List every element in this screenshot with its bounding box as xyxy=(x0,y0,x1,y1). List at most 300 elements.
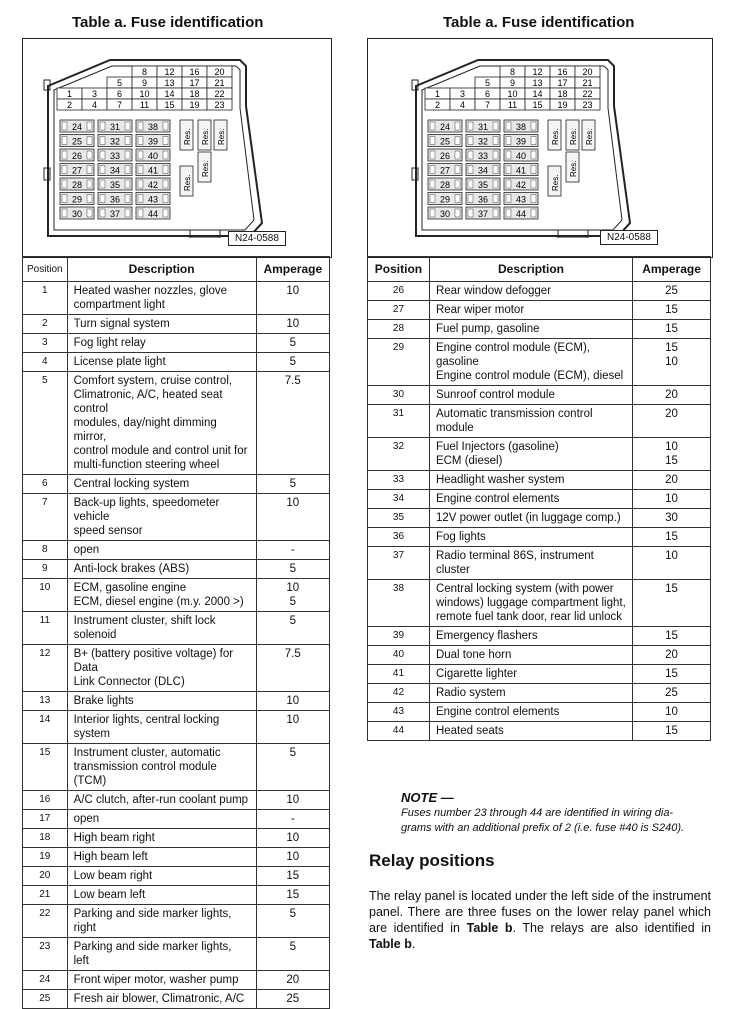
fuse-row xyxy=(368,509,711,528)
fuse-terminal xyxy=(125,195,130,203)
fuse-description: Central locking system xyxy=(67,475,256,494)
right-fuse-table xyxy=(367,256,711,741)
fuse-number: 28 xyxy=(439,180,451,190)
fuse-number: 11 xyxy=(139,100,150,110)
fuse-number: 12 xyxy=(164,67,175,77)
fuse-position: 23 xyxy=(23,938,68,971)
fuse-amperage: 10 xyxy=(256,315,329,334)
fuse-amperage: 5 xyxy=(256,938,329,971)
fuse-position: 27 xyxy=(368,301,430,320)
fuse-terminal xyxy=(455,122,460,130)
description-header: Description xyxy=(67,257,256,282)
fuse-position: 17 xyxy=(23,810,68,829)
fuse-terminal xyxy=(531,195,536,203)
fuse-description: Cigarette lighter xyxy=(429,665,632,684)
fuse-number: 16 xyxy=(557,67,568,77)
reserve-label: Res. xyxy=(217,128,226,145)
fuse-number: 7 xyxy=(484,100,491,110)
fuse-amperage: 5 xyxy=(256,334,329,353)
fuse-position: 38 xyxy=(368,580,430,627)
fuse-description: open xyxy=(67,810,256,829)
fuse-terminal xyxy=(506,195,511,203)
fuse-description: Radio system xyxy=(429,684,632,703)
fuse-number: 9 xyxy=(141,78,148,88)
fuse-row xyxy=(23,315,330,334)
fuse-description: Engine control elements xyxy=(429,703,632,722)
fuse-terminal xyxy=(506,209,511,217)
fuse-description: Instrument cluster, shift lock solenoid xyxy=(67,612,256,645)
position-header: Position xyxy=(368,257,430,282)
fuse-amperage: 15 xyxy=(633,627,711,646)
fuse-row xyxy=(23,645,330,692)
fuse-number: 11 xyxy=(507,100,518,110)
fuse-number: 1 xyxy=(66,89,73,99)
fuse-row xyxy=(23,372,330,475)
fuse-row xyxy=(23,867,330,886)
fuse-number: 4 xyxy=(91,100,98,110)
fuse-row xyxy=(368,528,711,547)
relay-text-1: The relay panel is located under the left side of the instrument panel. There are three fuses on the lower relay panel which are identified in xyxy=(369,889,711,935)
fuse-terminal xyxy=(506,122,511,130)
fuse-amperage: 5 xyxy=(256,744,329,791)
fuse-row xyxy=(23,282,330,315)
fuse-number: 18 xyxy=(189,89,200,99)
fuse-position: 3 xyxy=(23,334,68,353)
fuse-row xyxy=(23,560,330,579)
fuse-position: 11 xyxy=(23,612,68,645)
fuse-position: 4 xyxy=(23,353,68,372)
fuse-terminal xyxy=(138,195,143,203)
fuse-row xyxy=(23,475,330,494)
fuse-terminal xyxy=(430,195,435,203)
fuse-terminal xyxy=(138,137,143,145)
fuse-amperage: 10 xyxy=(256,494,329,541)
fuse-position: 12 xyxy=(23,645,68,692)
fuse-number: 18 xyxy=(557,89,568,99)
fuse-number: 32 xyxy=(477,136,489,147)
fuse-description: Rear window defogger xyxy=(429,282,632,301)
fuse-number: 3 xyxy=(91,89,98,99)
fuse-number: 36 xyxy=(477,194,489,205)
fuse-row xyxy=(23,829,330,848)
fuse-terminal xyxy=(87,180,92,188)
fuse-amperage: 15 xyxy=(633,528,711,547)
fuse-description: open xyxy=(67,541,256,560)
fuse-terminal xyxy=(430,180,435,188)
fuse-terminal xyxy=(531,122,536,130)
fuse-terminal xyxy=(163,209,168,217)
left-diagram-code: N24-0588 xyxy=(228,231,286,246)
fuse-description: Headlight washer system xyxy=(429,471,632,490)
fuse-terminal xyxy=(62,195,67,203)
fuse-terminal xyxy=(163,166,168,174)
fuse-description: Low beam left xyxy=(67,886,256,905)
fuse-number: 39 xyxy=(147,136,159,147)
fuse-row xyxy=(23,810,330,829)
fuse-number: 35 xyxy=(109,180,121,190)
fuse-number: 25 xyxy=(71,136,83,147)
fuse-row xyxy=(23,541,330,560)
reserve-label: Res. xyxy=(201,128,210,145)
fuse-position: 37 xyxy=(368,547,430,580)
fuse-position: 44 xyxy=(368,722,430,741)
fuse-number: 13 xyxy=(164,78,175,88)
fuse-description: Engine control module (ECM), gasoline Engine control module (ECM), diesel xyxy=(429,339,632,386)
fuse-number: 23 xyxy=(582,100,593,110)
fuse-position: 42 xyxy=(368,684,430,703)
fuse-number: 20 xyxy=(582,67,593,77)
fuse-number: 6 xyxy=(484,89,491,99)
fuse-terminal xyxy=(506,151,511,159)
right-fuse-box-diagram xyxy=(408,58,638,238)
fuse-terminal xyxy=(100,151,105,159)
fuse-row xyxy=(368,665,711,684)
fuse-terminal xyxy=(531,209,536,217)
amperage-header: Amperage xyxy=(633,257,711,282)
reserve-label: Res. xyxy=(183,128,192,145)
fuse-terminal xyxy=(455,137,460,145)
fuse-terminal xyxy=(125,151,130,159)
fuse-position: 26 xyxy=(368,282,430,301)
fuse-number: 20 xyxy=(214,67,225,77)
right-table-title: Table a. Fuse identification xyxy=(443,14,635,31)
left-fuse-box-diagram xyxy=(40,58,270,238)
fuse-terminal xyxy=(100,166,105,174)
fuse-amperage: 5 xyxy=(256,475,329,494)
fuse-terminal xyxy=(493,122,498,130)
relay-text-2: . The relays are also identified in xyxy=(512,921,711,935)
fuse-number: 9 xyxy=(509,78,516,88)
fuse-number: 37 xyxy=(477,209,489,219)
fuse-terminal xyxy=(468,195,473,203)
fuse-amperage: 15 xyxy=(633,320,711,339)
fuse-number: 13 xyxy=(532,78,543,88)
fuse-description: Automatic transmission control module xyxy=(429,405,632,438)
fuse-terminal xyxy=(430,209,435,217)
fuse-terminal xyxy=(87,137,92,145)
fuse-terminal xyxy=(87,151,92,159)
fuse-position: 13 xyxy=(23,692,68,711)
fuse-amperage: 10 xyxy=(633,547,711,580)
fuse-terminal xyxy=(468,166,473,174)
fuse-description: Radio terminal 86S, instrument cluster xyxy=(429,547,632,580)
fuse-number: 26 xyxy=(71,151,83,161)
fuse-description: Emergency flashers xyxy=(429,627,632,646)
fuse-row xyxy=(368,386,711,405)
fuse-number: 19 xyxy=(189,100,200,110)
fuse-row xyxy=(23,579,330,612)
fuse-description: ECM, gasoline engine ECM, diesel engine (m.y. 2000 >) xyxy=(67,579,256,612)
relay-bold-1: Table b xyxy=(466,921,513,935)
fuse-amperage: 10 xyxy=(633,703,711,722)
fuse-number: 30 xyxy=(71,209,83,219)
fuse-number: 34 xyxy=(477,165,489,176)
left-table-title: Table a. Fuse identification xyxy=(72,14,264,31)
fuse-description: Comfort system, cruise control, Climatronic, A/C, heated seat control modules, day/night dimming mirror, control module and control unit for multi-function steering wheel xyxy=(67,372,256,475)
fuse-row xyxy=(23,791,330,810)
fuse-description: Rear wiper motor xyxy=(429,301,632,320)
fuse-terminal xyxy=(125,180,130,188)
fuse-number: 2 xyxy=(66,100,73,110)
fuse-terminal xyxy=(62,180,67,188)
relay-paragraph xyxy=(369,888,711,952)
fuse-row xyxy=(23,848,330,867)
fuse-number: 6 xyxy=(116,89,123,99)
fuse-amperage: 25 xyxy=(633,684,711,703)
fuse-description: A/C clutch, after-run coolant pump xyxy=(67,791,256,810)
fuse-terminal xyxy=(62,166,67,174)
fuse-position: 28 xyxy=(368,320,430,339)
fuse-row xyxy=(368,405,711,438)
fuse-terminal xyxy=(493,137,498,145)
fuse-number: 44 xyxy=(515,209,527,219)
fuse-amperage: 20 xyxy=(256,971,329,990)
fuse-number: 33 xyxy=(477,151,489,161)
fuse-position: 34 xyxy=(368,490,430,509)
fuse-description: Interior lights, central locking system xyxy=(67,711,256,744)
fuse-description: Brake lights xyxy=(67,692,256,711)
fuse-terminal xyxy=(125,209,130,217)
fuse-position: 10 xyxy=(23,579,68,612)
fuse-terminal xyxy=(138,122,143,130)
fuse-description: Engine control elements xyxy=(429,490,632,509)
fuse-terminal xyxy=(100,180,105,188)
fuse-number: 8 xyxy=(141,67,148,77)
fuse-terminal xyxy=(531,151,536,159)
fuse-amperage: 20 xyxy=(633,646,711,665)
fuse-terminal xyxy=(455,195,460,203)
fuse-number: 38 xyxy=(147,122,159,132)
fuse-terminal xyxy=(125,166,130,174)
fuse-amperage: 30 xyxy=(633,509,711,528)
fuse-number: 35 xyxy=(477,180,489,190)
fuse-description: Anti-lock brakes (ABS) xyxy=(67,560,256,579)
fuse-terminal xyxy=(138,166,143,174)
fuse-row xyxy=(23,612,330,645)
fuse-number: 16 xyxy=(189,67,200,77)
fuse-number: 1 xyxy=(434,89,441,99)
fuse-amperage: 10 xyxy=(256,282,329,315)
fuse-position: 14 xyxy=(23,711,68,744)
fuse-position: 9 xyxy=(23,560,68,579)
fuse-description: Heated washer nozzles, glove compartment light xyxy=(67,282,256,315)
fuse-terminal xyxy=(138,209,143,217)
fuse-position: 40 xyxy=(368,646,430,665)
fuse-amperage: 10 15 xyxy=(633,438,711,471)
fuse-position: 5 xyxy=(23,372,68,475)
fuse-number: 4 xyxy=(459,100,466,110)
fuse-terminal xyxy=(455,166,460,174)
fuse-amperage: 10 xyxy=(256,692,329,711)
fuse-number: 33 xyxy=(109,151,121,161)
fuse-number: 40 xyxy=(147,151,159,161)
fuse-terminal xyxy=(468,122,473,130)
fuse-amperage: 20 xyxy=(633,471,711,490)
relay-text-3: . xyxy=(411,937,416,951)
fuse-amperage: 5 xyxy=(256,905,329,938)
fuse-terminal xyxy=(163,137,168,145)
fuse-position: 20 xyxy=(23,867,68,886)
fuse-number: 21 xyxy=(582,78,593,88)
fuse-position: 19 xyxy=(23,848,68,867)
fuse-number: 29 xyxy=(439,194,451,205)
fuse-description: High beam left xyxy=(67,848,256,867)
reserve-label: Res. xyxy=(569,160,578,177)
fuse-terminal xyxy=(506,137,511,145)
fuse-description: Central locking system (with power windows) luggage compartment light, remote fuel tank door, rear lid unlock xyxy=(429,580,632,627)
fuse-position: 2 xyxy=(23,315,68,334)
fuse-terminal xyxy=(455,151,460,159)
fuse-row xyxy=(23,744,330,791)
fuse-amperage: 7.5 xyxy=(256,372,329,475)
fuse-number: 15 xyxy=(164,100,175,110)
fuse-row xyxy=(368,627,711,646)
fuse-terminal xyxy=(493,195,498,203)
fuse-number: 31 xyxy=(109,122,121,132)
fuse-row xyxy=(23,886,330,905)
fuse-terminal xyxy=(493,166,498,174)
fuse-description: Back-up lights, speedometer vehicle speed sensor xyxy=(67,494,256,541)
fuse-terminal xyxy=(506,180,511,188)
fuse-row xyxy=(23,334,330,353)
fuse-row xyxy=(368,684,711,703)
fuse-number: 15 xyxy=(532,100,543,110)
fuse-amperage: 7.5 xyxy=(256,645,329,692)
fuse-number: 3 xyxy=(459,89,466,99)
fuse-position: 21 xyxy=(23,886,68,905)
fuse-amperage: 10 5 xyxy=(256,579,329,612)
fuse-position: 16 xyxy=(23,791,68,810)
fuse-row xyxy=(23,990,330,1009)
fuse-description: Fog lights xyxy=(429,528,632,547)
relay-heading: Relay positions xyxy=(369,851,495,870)
fuse-amperage: - xyxy=(256,810,329,829)
fuse-amperage: 15 xyxy=(633,722,711,741)
fuse-description: B+ (battery positive voltage) for Data Link Connector (DLC) xyxy=(67,645,256,692)
fuse-number: 21 xyxy=(214,78,225,88)
fuse-terminal xyxy=(493,151,498,159)
fuse-amperage: 15 10 xyxy=(633,339,711,386)
fuse-amperage: 15 xyxy=(256,886,329,905)
fuse-terminal xyxy=(455,180,460,188)
fuse-amperage: 20 xyxy=(633,405,711,438)
fuse-terminal xyxy=(87,166,92,174)
fuse-description: Sunroof control module xyxy=(429,386,632,405)
fuse-number: 8 xyxy=(509,67,516,77)
fuse-number: 25 xyxy=(439,136,451,147)
fuse-number: 27 xyxy=(439,165,451,176)
fuse-row xyxy=(23,971,330,990)
fuse-amperage: 25 xyxy=(633,282,711,301)
fuse-amperage: 5 xyxy=(256,353,329,372)
fuse-description: Parking and side marker lights, left xyxy=(67,938,256,971)
fuse-terminal xyxy=(468,180,473,188)
fuse-description: High beam right xyxy=(67,829,256,848)
fuse-row xyxy=(23,905,330,938)
fuse-number: 38 xyxy=(515,122,527,132)
fuse-terminal xyxy=(468,137,473,145)
reserve-label: Res. xyxy=(201,160,210,177)
fuse-terminal xyxy=(62,137,67,145)
fuse-number: 17 xyxy=(189,78,200,88)
fuse-amperage: 15 xyxy=(633,580,711,627)
fuse-description: Front wiper motor, washer pump xyxy=(67,971,256,990)
fuse-amperage: 10 xyxy=(256,848,329,867)
fuse-terminal xyxy=(531,137,536,145)
fuse-row xyxy=(368,490,711,509)
note-heading: NOTE — xyxy=(401,790,454,805)
fuse-description: Dual tone horn xyxy=(429,646,632,665)
fuse-terminal xyxy=(163,180,168,188)
fuse-row xyxy=(23,711,330,744)
reserve-label: Res. xyxy=(585,128,594,145)
fuse-row xyxy=(368,646,711,665)
fuse-terminal xyxy=(62,151,67,159)
fuse-terminal xyxy=(100,122,105,130)
fuse-terminal xyxy=(125,122,130,130)
fuse-terminal xyxy=(62,122,67,130)
fuse-terminal xyxy=(138,180,143,188)
amperage-header: Amperage xyxy=(256,257,329,282)
fuse-terminal xyxy=(125,137,130,145)
fuse-number: 39 xyxy=(515,136,527,147)
fuse-number: 41 xyxy=(515,165,527,176)
fuse-position: 18 xyxy=(23,829,68,848)
fuse-amperage: 15 xyxy=(256,867,329,886)
fuse-number: 28 xyxy=(71,180,83,190)
fuse-row xyxy=(23,692,330,711)
fuse-terminal xyxy=(468,151,473,159)
fuse-number: 40 xyxy=(515,151,527,161)
fuse-row xyxy=(368,471,711,490)
fuse-number: 10 xyxy=(139,89,150,99)
fuse-number: 26 xyxy=(439,151,451,161)
fuse-terminal xyxy=(100,209,105,217)
note-text: Fuses number 23 through 44 are identified in wiring dia- grams with an additional prefix of 2 (i.e. fuse #40 is S240). xyxy=(401,807,685,834)
fuse-description: Fuel pump, gasoline xyxy=(429,320,632,339)
fuse-row xyxy=(23,494,330,541)
fuse-amperage: - xyxy=(256,541,329,560)
fuse-row xyxy=(23,353,330,372)
fuse-description: Low beam right xyxy=(67,867,256,886)
fuse-position: 15 xyxy=(23,744,68,791)
fuse-amperage: 10 xyxy=(256,829,329,848)
fuse-description: License plate light xyxy=(67,353,256,372)
fuse-terminal xyxy=(163,151,168,159)
fuse-number: 7 xyxy=(116,100,123,110)
fuse-row xyxy=(368,339,711,386)
fuse-terminal xyxy=(493,180,498,188)
fuse-position: 35 xyxy=(368,509,430,528)
fuse-number: 27 xyxy=(71,165,83,176)
fuse-number: 41 xyxy=(147,165,159,176)
fuse-number: 14 xyxy=(164,89,175,99)
fuse-amperage: 15 xyxy=(633,301,711,320)
fuse-description: Turn signal system xyxy=(67,315,256,334)
fuse-amperage: 5 xyxy=(256,560,329,579)
fuse-number: 43 xyxy=(515,194,527,205)
fuse-position: 25 xyxy=(23,990,68,1009)
fuse-terminal xyxy=(87,122,92,130)
fuse-description: Instrument cluster, automatic transmission control module (TCM) xyxy=(67,744,256,791)
fuse-row xyxy=(368,580,711,627)
fuse-number: 19 xyxy=(557,100,568,110)
fuse-terminal xyxy=(493,209,498,217)
fuse-position: 22 xyxy=(23,905,68,938)
right-diagram-code: N24-0588 xyxy=(600,230,658,245)
fuse-terminal xyxy=(468,209,473,217)
fuse-row xyxy=(368,722,711,741)
